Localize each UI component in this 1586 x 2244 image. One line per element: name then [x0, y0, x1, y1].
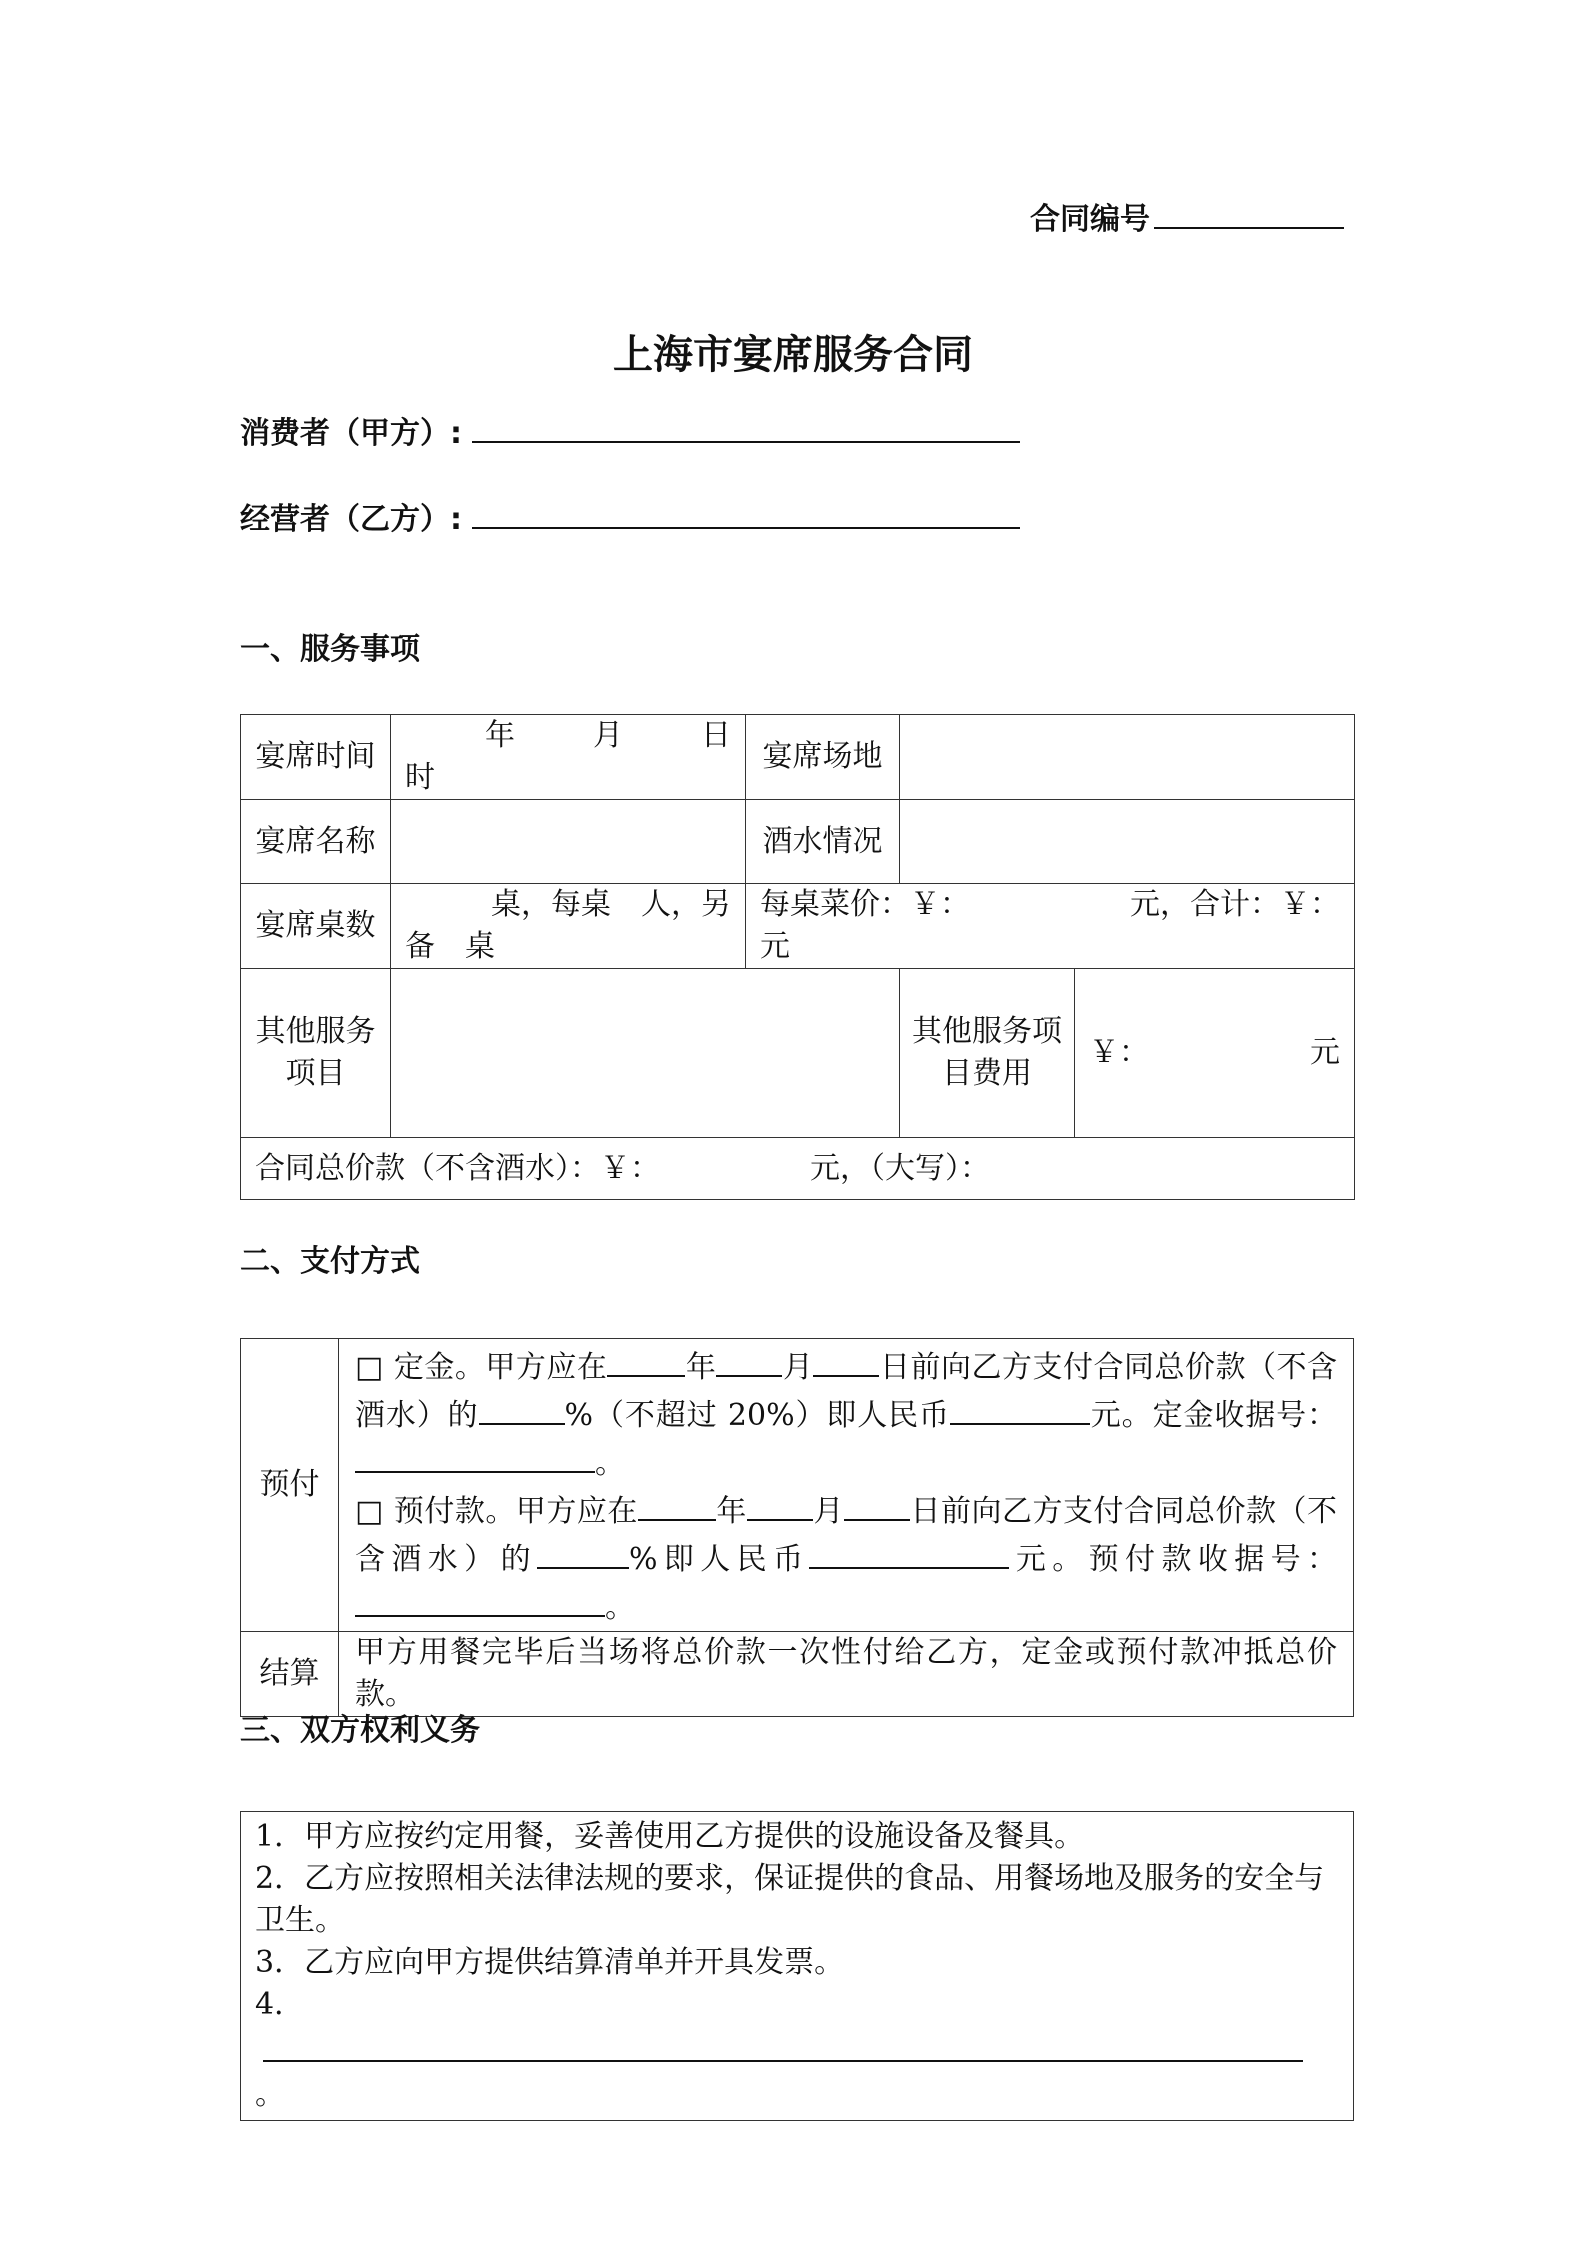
section-heading-service: 一、服务事项 — [240, 632, 420, 667]
drinks-label: 酒水情况 — [746, 800, 900, 884]
other-services-field[interactable] — [391, 969, 900, 1138]
party-a-blank[interactable] — [472, 407, 1020, 443]
deposit-receipt-label: 元。定金收据号： — [1089, 1398, 1337, 1433]
other-fee-unit: 元 — [1310, 1035, 1340, 1070]
advance-end: 。 — [605, 1590, 635, 1625]
rights-table — [240, 1811, 1354, 2121]
other-services-label: 其他服务项目 — [241, 969, 391, 1138]
deposit-year-label: 年 — [685, 1350, 717, 1385]
deposit-percent-blank[interactable] — [479, 1389, 565, 1425]
service-table — [240, 714, 1355, 1200]
banquet-time-field[interactable] — [391, 715, 746, 800]
document-title: 上海市宴席服务合同 — [613, 332, 973, 378]
payment-table — [240, 1338, 1354, 1717]
rights-item-2: 2．乙方应按照相关法律法规的要求，保证提供的食品、用餐场地及服务的安全与卫生。 — [255, 1861, 1325, 1938]
contract-number-label: 合同编号 — [1030, 202, 1150, 237]
deposit-year-blank[interactable] — [607, 1341, 685, 1377]
rights-item-1: 1．甲方应按约定用餐，妥善使用乙方提供的设施设备及餐具。 — [255, 1819, 1085, 1854]
advance-month-label: 月 — [812, 1494, 844, 1529]
advance-month-blank[interactable] — [747, 1485, 813, 1521]
price-field[interactable] — [746, 884, 1355, 969]
table-row — [241, 715, 1355, 800]
deposit-receipt-blank[interactable] — [355, 1437, 595, 1473]
table-row — [241, 1632, 1354, 1717]
rights-item-3: 3．乙方应向甲方提供结算清单并开具发票。 — [255, 1945, 845, 1980]
deposit-paragraph — [355, 1341, 1337, 1485]
section-heading-rights: 三、双方权利义务 — [240, 1713, 480, 1748]
deposit-checkbox-text[interactable]: □ 定金。甲方应在 — [355, 1350, 608, 1385]
banquet-name-field[interactable] — [391, 800, 746, 884]
prepay-content — [339, 1339, 1354, 1632]
settlement-text: 甲方用餐完毕后当场将总价款一次性付给乙方，定金或预付款冲抵总价款。 — [339, 1632, 1354, 1717]
table-row — [241, 884, 1355, 969]
venue-label: 宴席场地 — [746, 715, 900, 800]
rights-item-4-end: 。 — [255, 2077, 285, 2112]
advance-percent-blank[interactable] — [537, 1533, 629, 1569]
price-unit: 元 — [760, 929, 790, 964]
advance-amount-blank[interactable] — [809, 1533, 1009, 1569]
section-heading-payment: 二、支付方式 — [240, 1244, 420, 1279]
deposit-day-blank[interactable] — [813, 1341, 879, 1377]
time-month: 月 — [593, 718, 623, 753]
time-day: 日 — [701, 718, 731, 753]
table-row — [241, 969, 1355, 1138]
settlement-label: 结算 — [241, 1632, 339, 1717]
venue-field[interactable] — [900, 715, 1355, 800]
banquet-time-label: 宴席时间 — [241, 715, 391, 800]
price-per-table-label: 每桌菜价：￥： — [760, 887, 970, 922]
advance-year-label: 年 — [715, 1494, 747, 1529]
advance-year-blank[interactable] — [638, 1485, 716, 1521]
deposit-text-mid: 日前向乙方支付合同总价款（不含酒水）的 — [355, 1350, 1338, 1433]
prepay-label: 预付 — [241, 1339, 339, 1632]
advance-text-rmb: %即人民币 — [628, 1542, 810, 1577]
table-row — [241, 800, 1355, 884]
total-price-unit: 元，（大写）： — [810, 1150, 990, 1186]
rights-content — [241, 1812, 1354, 2121]
other-fee-field[interactable] — [1075, 969, 1355, 1138]
other-fee-label: 其他服务项目费用 — [900, 969, 1075, 1138]
advance-checkbox-text[interactable]: □ 预付款。甲方应在 — [355, 1494, 638, 1529]
table-count-line1: 桌，每桌 人，另 — [491, 887, 731, 922]
party-a-line — [240, 407, 1020, 452]
party-b-line — [240, 493, 1020, 538]
deposit-text-rmb: %（不超过 20%）即人民币 — [564, 1398, 950, 1433]
price-total-label: 元，合计：￥： — [1130, 887, 1340, 922]
advance-text-mid: 日前向乙方支付合同总价款（不含酒水）的 — [355, 1494, 1338, 1577]
party-b-blank[interactable] — [472, 493, 1020, 529]
table-row — [241, 1138, 1355, 1200]
contract-number-blank[interactable] — [1154, 195, 1344, 229]
deposit-end: 。 — [595, 1446, 625, 1481]
rights-item-4 — [255, 1984, 1339, 2074]
deposit-month-label: 月 — [782, 1350, 814, 1385]
deposit-amount-blank[interactable] — [950, 1389, 1090, 1425]
rights-item-4-prefix: 4． — [255, 1987, 305, 2022]
total-price-field[interactable] — [241, 1138, 1355, 1200]
table-count-field[interactable] — [391, 884, 746, 969]
rights-item-4-blank[interactable] — [263, 2026, 1303, 2062]
advance-receipt-blank[interactable] — [355, 1581, 605, 1617]
deposit-month-blank[interactable] — [716, 1341, 782, 1377]
contract-number — [1030, 194, 1344, 238]
table-row — [241, 1812, 1354, 2121]
time-hour: 时 — [405, 760, 435, 795]
drinks-field[interactable] — [900, 800, 1355, 884]
time-year: 年 — [485, 718, 515, 753]
party-a-label: 消费者（甲方）: — [240, 416, 462, 451]
banquet-name-label: 宴席名称 — [241, 800, 391, 884]
table-row — [241, 1339, 1354, 1632]
advance-day-blank[interactable] — [844, 1485, 910, 1521]
table-count-label: 宴席桌数 — [241, 884, 391, 969]
party-b-label: 经营者（乙方）: — [240, 502, 462, 537]
total-price-label: 合同总价款（不含酒水）：￥： — [255, 1150, 660, 1186]
advance-receipt-label: 元。预付款收据号： — [1009, 1542, 1338, 1577]
advance-paragraph — [355, 1485, 1337, 1629]
other-fee-currency: ￥： — [1089, 1035, 1149, 1070]
table-count-line2: 备 桌 — [405, 929, 495, 964]
